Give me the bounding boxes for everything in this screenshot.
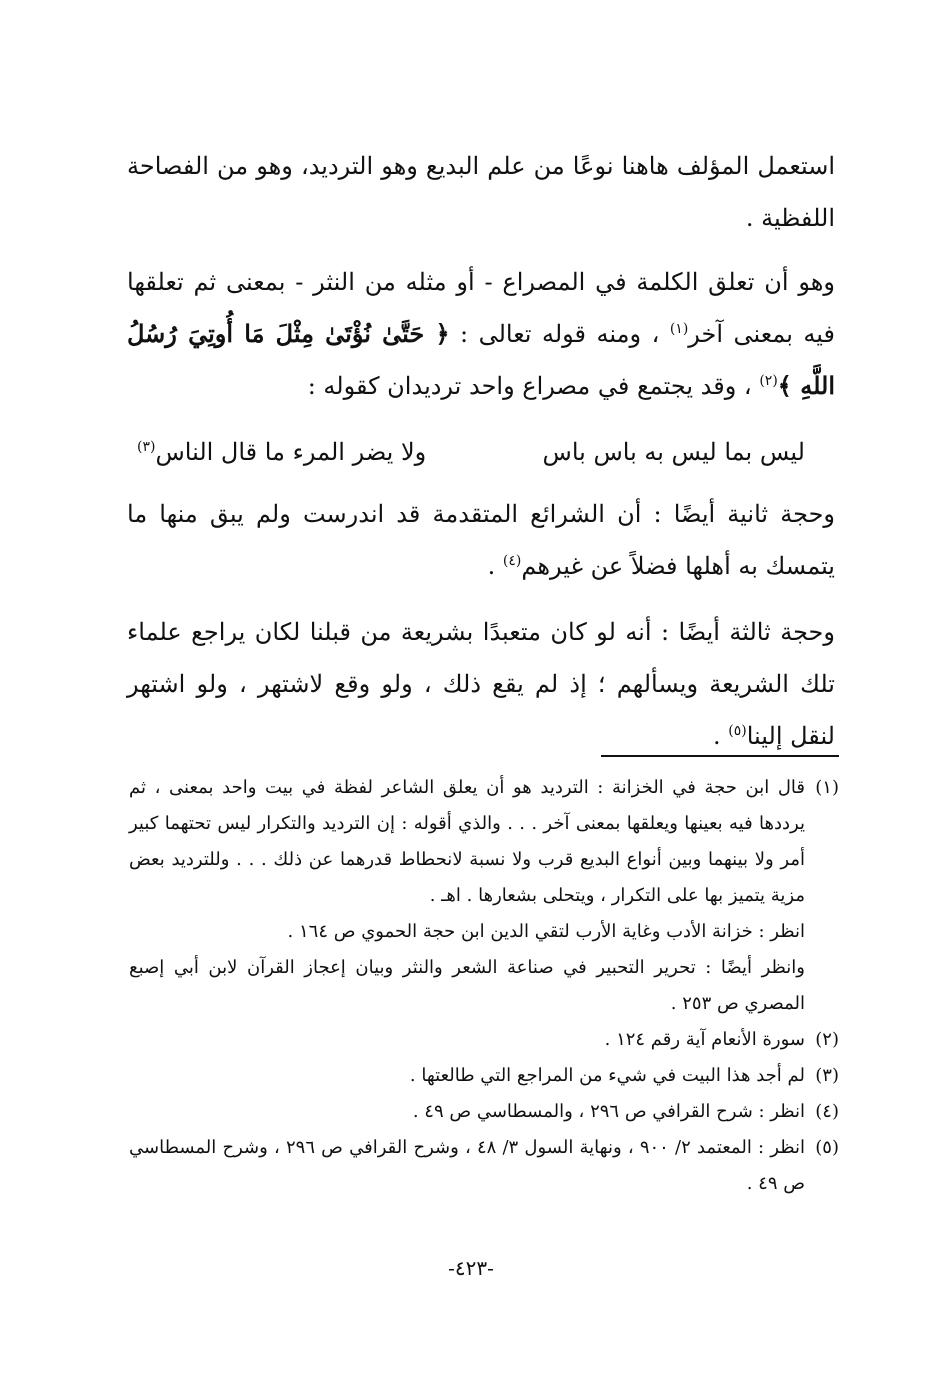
- paragraph-1: [127, 140, 835, 244]
- footnote-ref-1: (١): [669, 321, 689, 337]
- main-text: [127, 140, 835, 776]
- footnote-number: (٣): [815, 1065, 839, 1086]
- paragraph-2-text-b: ، ومنه قوله تعالى :: [460, 320, 660, 348]
- footnote-ref-5: (٥): [728, 723, 747, 739]
- footnote-line: قال ابن حجة في الخزانة : الترديد هو أن يعلق الشاعر لفظة في بيت واحد بمعنى ، ثم يرددها فيه بعينها ويعلقها بمعنى آخر . . . والذي أقوله : إن الترديد والتكرار ليس تحتهما كبير أمر ولا بينهما وبين أنواع البديع قرب ولا نسبة لانحطاط قدرهما عن ذلك . . . وللترديد بعض مزية يتميز بها على التكرار ، ويتحلى بشعارها . اهـ .: [129, 777, 805, 906]
- footnote-5: [129, 1130, 839, 1202]
- paragraph-2: [127, 256, 835, 412]
- paragraph-2-text-c: ، وقد يجتمع في مصراع واحد ترديدان كقوله :: [307, 372, 752, 400]
- paragraph-4: [127, 606, 835, 762]
- footnote-line: وانظر أيضًا : تحرير التحبير في صناعة الشعر والنثر وبيان إعجاز القرآن لابن أبي إصبع المصري ص ٢٥٣ .: [129, 957, 805, 1014]
- paragraph-3-text: وحجة ثانية أيضًا : أن الشرائع المتقدمة قد اندرست ولم يبق منها ما يتمسك به أهلها فضلاً عن غيرهم: [127, 500, 835, 580]
- footnote-body: [129, 770, 805, 1022]
- footnote-3: [129, 1058, 839, 1094]
- paragraph-4-end: .: [712, 722, 721, 750]
- footnote-body: لم أجد هذا البيت في شيء من المراجع التي طالعتها .: [409, 1065, 805, 1086]
- footnote-2: [129, 1022, 839, 1058]
- paragraph-1-text: استعمل المؤلف هاهنا نوعًا من علم البديع وهو الترديد، وهو من الفصاحة اللفظية .: [127, 152, 835, 232]
- footnote-ref-2: (٢): [759, 373, 778, 389]
- footnote-number: (٥): [815, 1137, 839, 1158]
- footnote-body: انظر : شرح القرافي ص ٢٩٦ ، والمسطاسي ص ٤٩ .: [412, 1101, 805, 1122]
- footnote-ref-3: (٣): [137, 439, 156, 455]
- footnote-line: انظر : خزانة الأدب وغاية الأرب لتقي الدين ابن حجة الحموي ص ١٦٤ .: [287, 921, 805, 942]
- verse-second-hemistich: [137, 426, 426, 478]
- verse-second-text: ولا يضر المرء ما قال الناس: [155, 438, 427, 466]
- paragraph-3: [127, 488, 835, 592]
- footnote-4: [129, 1094, 839, 1130]
- paragraph-3-end: .: [487, 552, 496, 580]
- footnote-separator: [601, 755, 839, 757]
- verse-first-hemistich: ليس بما ليس به باس باس: [542, 438, 805, 466]
- footnote-body: انظر : المعتمد ٢/ ٩٠٠ ، ونهاية السول ٣/ ٤٨ ، وشرح القرافي ص ٢٩٦ ، وشرح المسطاسي ص ٤٩ .: [129, 1137, 805, 1194]
- footnote-ref-4: (٤): [502, 553, 522, 569]
- paragraph-2-text-a: وهو أن تعلق الكلمة في المصراع - أو مثله من النثر - بمعنى ثم تعلقها فيه بمعنى آخر: [127, 268, 835, 348]
- footnote-number: (١): [815, 777, 839, 798]
- footnote-number: (٢): [815, 1029, 839, 1050]
- footnote-1: [129, 770, 839, 1022]
- paragraph-4-text: وحجة ثالثة أيضًا : أنه لو كان متعبدًا بشريعة من قبلنا لكان يراجع علماء تلك الشريعة ويسألهم ؛ إذ لم يقع ذلك ، ولو وقع لاشتهر ، ولو اشتهر لنقل إلينا: [127, 618, 835, 750]
- footnote-number: (٤): [815, 1101, 839, 1122]
- poetry-verse: [127, 426, 835, 478]
- footnote-body: سورة الأنعام آية رقم ١٢٤ .: [604, 1029, 805, 1050]
- quran-verse: ﴿ حَتَّىٰ نُؤْتَىٰ مِثْلَ مَا أُوتِيَ رُسُلُ اللَّهِ ﴾: [127, 319, 835, 400]
- page-number: -٤٢٣-: [448, 1256, 494, 1280]
- footnotes: [129, 770, 839, 1202]
